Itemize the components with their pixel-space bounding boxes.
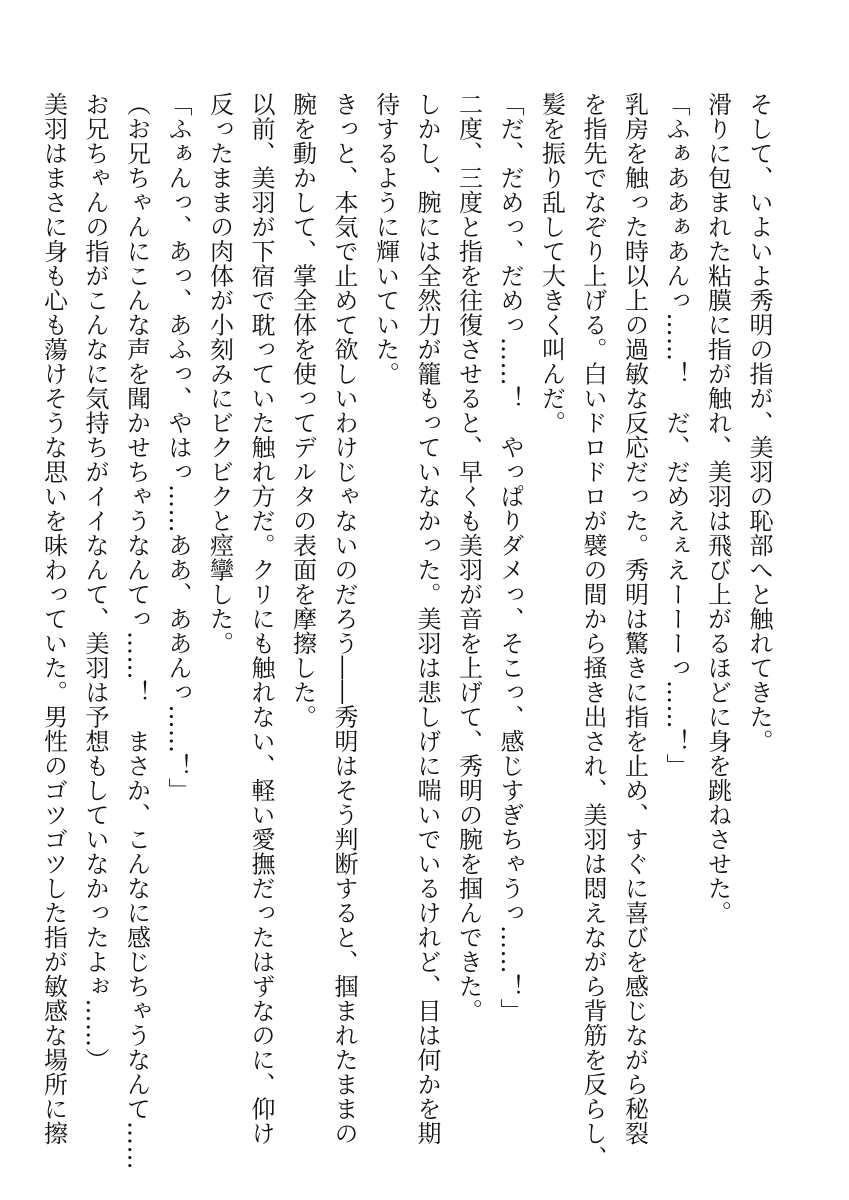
text-line: （お兄ちゃんにこんな声を聞かせちゃうなんてっ……！ まさか、こんなに感じちゃうなんて…… (122, 92, 151, 1170)
text-line: 待するように輝いていた。 (371, 92, 400, 386)
text-line: 腕を動かして、掌全体を使ってデルタの表面を摩擦した。 (288, 92, 317, 729)
text-line: 「だ、だめっ、だめっ……！ やっぱりダメっ、そこっ、感じすぎちゃうっ……！」 (496, 92, 524, 1023)
text-line: そして、いよいよ秀明の指が、美羽の恥部へと触れてきた。 (745, 92, 773, 754)
text-line: 以前、美羽が下宿で耽っていた触れ方だ。クリにも触れない、軽い愛撫だったはずなのに、仰け (247, 92, 275, 1146)
text-line: しかし、腕には全然力が籠もっていなかった。美羽は悲しげに喘いでいるけれど、目は何かを期 (413, 92, 441, 1146)
text-line: 反ったままの肉体が小刻みにビクビクと痙攣した。 (205, 92, 234, 656)
text-line: を指先でなぞり上げる。白いドロドロが襞の間から掻き出され、美羽は悶えながら背筋を反らし、 (579, 92, 607, 1170)
text-line: 「ふぁんっ、あっ、あふっ、やはっ……ああ、ああんっ……！」 (164, 92, 192, 803)
text-line: 滑りに包まれた粘膜に指が触れ、美羽は飛び上がるほどに身を跳ねさせた。 (703, 92, 732, 925)
vertical-text-body (32, 92, 779, 1170)
text-line: お兄ちゃんの指がこんなに気持ちがイイなんて、美羽は予想もしていなかったよぉ……） (81, 92, 109, 1072)
text-line: 「ふぁああぁあんっ……！ だ、だめえぇえーーーっ……！」 (662, 92, 690, 778)
text-line: 二度、三度と指を往復させると、早くも美羽が音を上げて、秀明の腕を掴んできた。 (454, 92, 483, 1023)
text-line: きっと、本気で止めて欲しいわけじゃないのだろう――秀明はそう判断すると、掴まれたままの (330, 92, 358, 1146)
text-line: 美羽はまさに身も心も蕩けそうな思いを味わっていた。男性のゴツゴツした指が敏感な場所に擦 (39, 92, 68, 1146)
text-line: 乳房を触った時以上の過敏な反応だった。秀明は驚きに指を止め、すぐに喜びを感じながら秘裂 (620, 92, 649, 1146)
text-line: 髪を振り乱して大きく叫んだ。 (537, 92, 566, 435)
